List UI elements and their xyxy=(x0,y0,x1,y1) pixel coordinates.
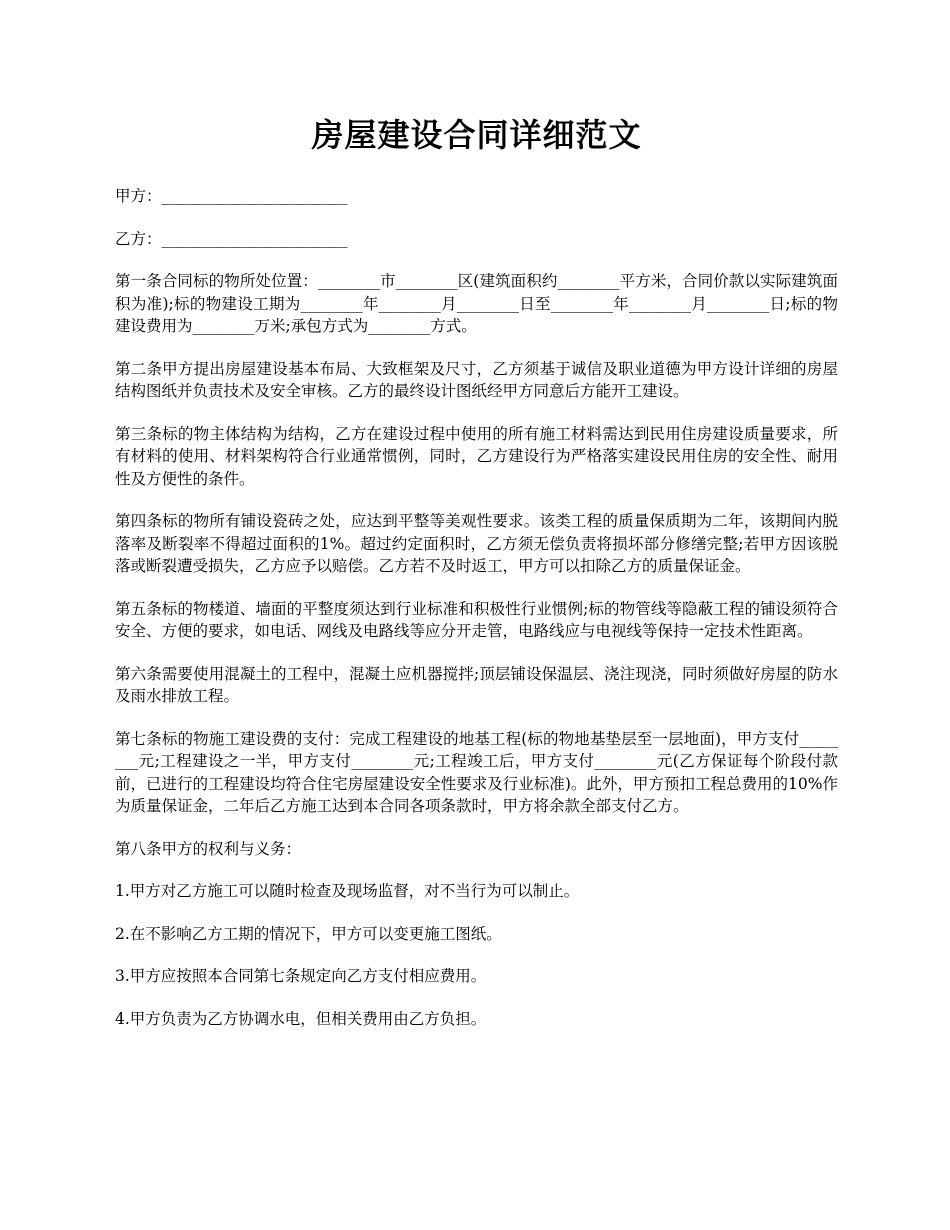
article-3: 第三条标的物主体结构为结构，乙方在建设过程中使用的所有施工材料需达到民用住房建设质量要求，所有材料的使用、材料架构符合行业通常惯例，同时，乙方建设行为严格落实建设民用住房的安全性、耐用性及方便性的条件。 xyxy=(115,424,838,488)
article-8-item-3: 3.甲方应按照本合同第七条规定向乙方支付相应费用。 xyxy=(115,967,487,985)
article-7: 第七条标的物施工建设费的支付：完成工程建设的地基工程(标的物地基垫层至一层地面)，甲方支付________元;工程建设之一半，甲方支付________元;工程竣工后，甲方支付________元(乙方保证每个阶段付款前，已进行的工程建设均符合住宅房屋建设安全性要求及行业标准)。此外，甲方预扣工程总费用的10%作为质量保证金，二年后乙方施工达到本合同各项条款时，甲方将余款全部支付乙方。 xyxy=(115,729,838,815)
article-1: 第一条合同标的物所处位置：________市________区(建筑面积约________平方米，合同价款以实际建筑面积为准);标的物建设工期为________年________月________日至________年________月________日;标的物建设费用为________万米;承包方式为________方式。 xyxy=(115,272,838,335)
article-8-heading: 第八条甲方的权利与义务： xyxy=(115,839,302,858)
article-8-item-1: 1.甲方对乙方施工可以随时检查及现场监督，对不当行为可以制止。 xyxy=(115,882,580,900)
article-2: 第二条甲方提出房屋建设基本布局、大致框架及尺寸，乙方须基于诚信及职业道德为甲方设计详细的房屋结构图纸并负责技术及安全审核。乙方的最终设计图纸经甲方同意后方能开工建设。 xyxy=(115,359,838,400)
article-8-item-4: 4.甲方负责为乙方协调水电，但相关费用由乙方负担。 xyxy=(115,1009,487,1028)
party-b-line: 乙方：________________________ xyxy=(115,229,348,248)
article-4: 第四条标的物所有铺设瓷砖之处，应达到平整等美观性要求。该类工程的质量保质期为二年，该期间内脱落率及断裂率不得超过面积的1%。超过约定面积时，乙方须无偿负责将损坏部分修缮完整;若甲方因该脱落或断裂遭受损失，乙方应予以赔偿。乙方若不及时返工，甲方可以扣除乙方的质量保证金。 xyxy=(115,512,838,575)
article-6: 第六条需要使用混凝土的工程中，混凝土应机器搅拌;顶层铺设保温层、浇注现浇，同时须做好房屋的防水及雨水排放工程。 xyxy=(115,664,838,705)
article-8-item-2: 2.在不影响乙方工期的情况下，甲方可以变更施工图纸。 xyxy=(115,924,502,943)
document-title: 房屋建设合同详细范文 xyxy=(311,116,642,154)
article-5: 第五条标的物楼道、墙面的平整度须达到行业标准和积极性行业惯例;标的物管线等隐蔽工程的铺设须符合安全、方便的要求，如电话、网线及电路线等应分开走管，电路线应与电视线等保持一定技术性距离。 xyxy=(115,599,838,640)
party-a-line: 甲方：________________________ xyxy=(115,187,348,205)
